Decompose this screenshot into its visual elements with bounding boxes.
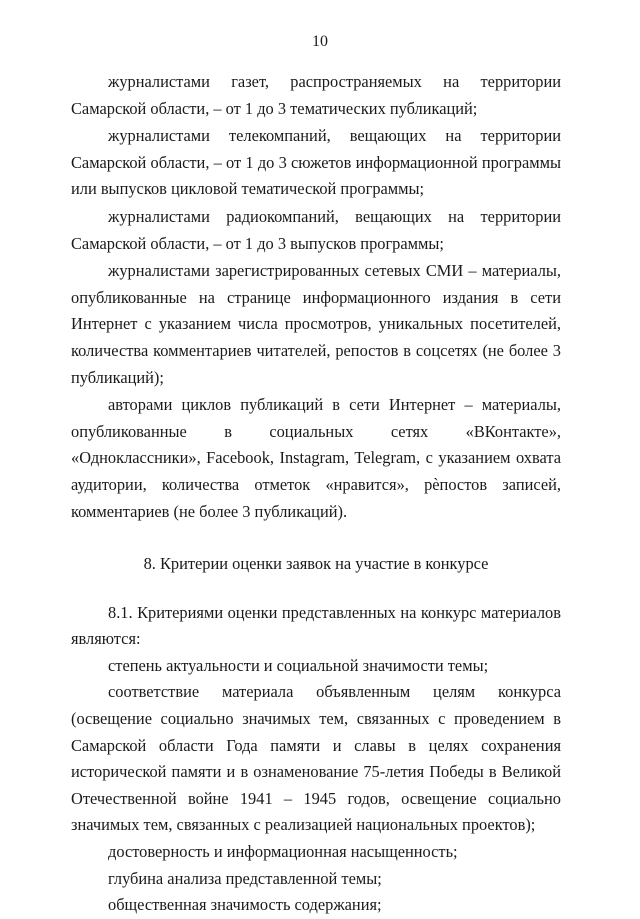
paragraph-criteria-intro: 8.1. Критериями оценки представленных на конкурс материалов являются: <box>71 602 561 649</box>
document-body <box>71 69 561 919</box>
paragraph-newspaper-journalists: журналистами газет, распространяемых на территории Самарской области, – от 1 до 3 тематических публикаций; <box>71 72 561 118</box>
paragraph-radio-journalists: журналистами радиокомпаний, вещающих на территории Самарской области, – от 1 до 3 выпусков программы; <box>71 206 561 253</box>
criterion-analysis-depth: глубина анализа представленной темы; <box>108 868 382 888</box>
section-heading: 8. Критерии оценки заявок на участие в конкурсе <box>143 554 489 574</box>
criterion-reliability: достоверность и информационная насыщенность; <box>108 842 458 862</box>
criterion-goal-compliance: соответствие материала объявленным целям конкурса (освещение социально значимых тем, связанных с проведением в Самарской области Года памяти и славы в целях сохранения исторической памяти и в ознаменование 75-летия Победы в Великой Отечественной войне 1941 – 1945 годов, освещение социально значимых тем, связанных с реализацией национальных проектов); <box>71 682 561 835</box>
paragraph-internet-series-authors: авторами циклов публикаций в сети Интернет – материалы, опубликованные в социальных сетях «ВКонтакте», «Одноклассники», Facebook, Instagram, Telegram, с указанием охвата аудитории, количества отметок «нравится», рèпостов записей, комментариев (не более 3 публикаций). <box>71 395 561 521</box>
criterion-public-significance: общественная значимость содержания; <box>108 895 382 915</box>
paragraph-online-media-journalists: журналистами зарегистрированных сетевых СМИ – материалы, опубликованные на странице информационного издания в сети Интернет с указанием числа просмотров, уникальных посетителей, количества комментариев читателей, репостов в соцсетях (не более 3 публикаций); <box>71 261 561 387</box>
paragraph-tv-journalists: журналистами телекомпаний, вещающих на территории Самарской области, – от 1 до 3 сюжетов информационной программы или выпусков цикловой тематической программы; <box>71 126 561 199</box>
page-number: 10 <box>312 33 328 50</box>
criterion-relevance: степень актуальности и социальной значимости темы; <box>108 655 489 675</box>
